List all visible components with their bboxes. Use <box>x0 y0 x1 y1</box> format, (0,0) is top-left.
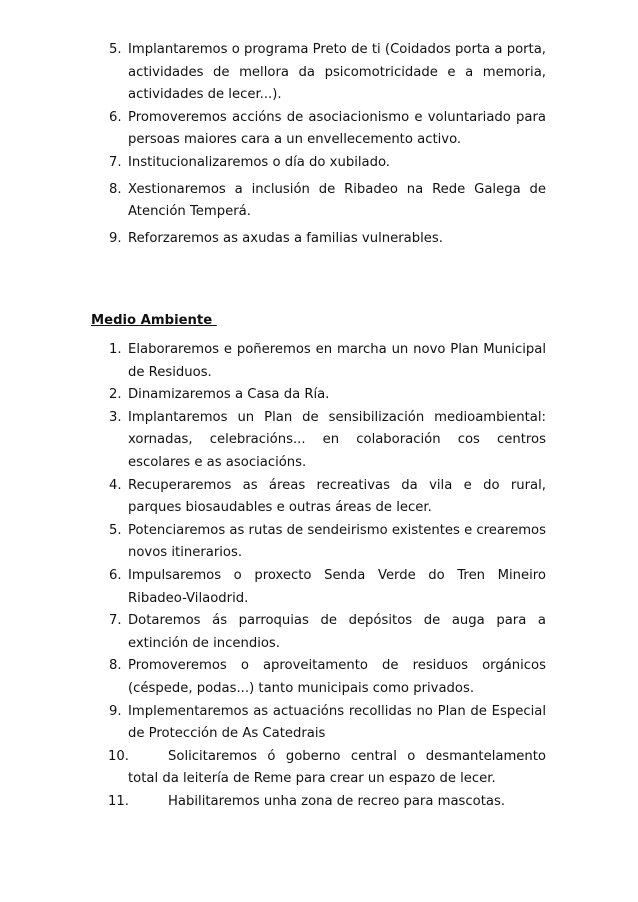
list-item <box>91 407 546 475</box>
list-item-text: Recuperaremos as áreas recreativas da vila e do rural, parques biosaudables e outras áreas de lecer. <box>128 477 546 516</box>
list-item <box>91 565 546 610</box>
list-item-number: 7. <box>109 154 122 170</box>
list-item <box>91 152 546 175</box>
section-heading-medio-ambiente: Medio Ambiente <box>91 313 217 328</box>
list-item-number: 10. <box>108 748 129 764</box>
list-item-number: 3. <box>109 409 122 425</box>
list-item <box>91 701 546 746</box>
list-item <box>91 791 546 814</box>
list-item-text: Implantaremos o programa Preto de ti (Coidados porta a porta, actividades de mellora da psicomotricidade e a memoria, actividades de lecer...). <box>128 42 546 103</box>
list-item-text: Implantaremos un Plan de sensibilización medioambiental: xornadas, celebracións... en colaboración cos centros escolares e as asociacións. <box>128 409 546 470</box>
list-item-number: 2. <box>109 387 122 403</box>
list-item-number: 1. <box>109 342 122 357</box>
list-item-text: Promoveremos accións de asociacionismo e voluntariado para persoas maiores cara a un envellecemento activo. <box>128 109 546 148</box>
list-item <box>91 746 546 791</box>
list-item-number: 8. <box>109 658 122 674</box>
list-item-text: Solicitaremos ó goberno central o desmantelamento total da leitería de Reme para crear un espazo de lecer. <box>128 748 546 787</box>
list-item <box>91 228 546 251</box>
environment-policy-list <box>91 339 546 813</box>
list-item-number: 5. <box>109 522 122 538</box>
list-item <box>91 39 546 107</box>
list-item-number: 7. <box>109 613 122 629</box>
list-item-text: Elaboraremos e poñeremos en marcha un novo Plan Municipal de Residuos. <box>128 342 546 380</box>
list-item-text: Implementaremos as actuacións recollidas no Plan de Especial de Protección de As Catedrais <box>128 703 546 742</box>
list-item-text: Reforzaremos as axudas a familias vulnerables. <box>128 230 443 246</box>
list-item-number: 4. <box>109 477 122 493</box>
list-item <box>91 179 546 224</box>
social-policy-list <box>91 39 546 250</box>
list-item <box>91 475 546 520</box>
list-item-number: 9. <box>109 230 122 246</box>
list-item-text: Dotaremos ás parroquias de depósitos de auga para a extinción de incendios. <box>128 613 546 651</box>
list-item <box>91 339 546 384</box>
list-item-text: Habilitaremos unha zona de recreo para mascotas. <box>168 793 506 809</box>
list-item-number: 6. <box>109 567 122 583</box>
list-item-text: Promoveremos o aproveitamento de residuos orgánicos (céspede, podas...) tanto municipais como privados. <box>128 658 546 696</box>
list-item-text: Institucionalizaremos o día do xubilado. <box>128 154 390 170</box>
list-item <box>91 610 546 655</box>
list-item <box>91 520 546 565</box>
list-item-text: Impulsaremos o proxecto Senda Verde do Tren Mineiro Ribadeo-Vilaodrid. <box>128 567 546 606</box>
list-item <box>91 384 546 407</box>
list-item-text: Xestionaremos a inclusión de Ribadeo na Rede Galega de Atención Temperá. <box>128 181 546 220</box>
list-item <box>91 107 546 152</box>
list-item-number: 6. <box>109 109 122 125</box>
list-item-number: 9. <box>109 703 122 719</box>
list-item-number: 11. <box>108 793 129 809</box>
list-item-number: 8. <box>109 181 122 197</box>
list-item-number: 5. <box>109 42 122 57</box>
list-item-text: Potenciaremos as rutas de sendeirismo existentes e crearemos novos itinerarios. <box>128 522 546 561</box>
list-item <box>91 655 546 700</box>
list-item-text: Dinamizaremos a Casa da Ría. <box>128 387 330 403</box>
